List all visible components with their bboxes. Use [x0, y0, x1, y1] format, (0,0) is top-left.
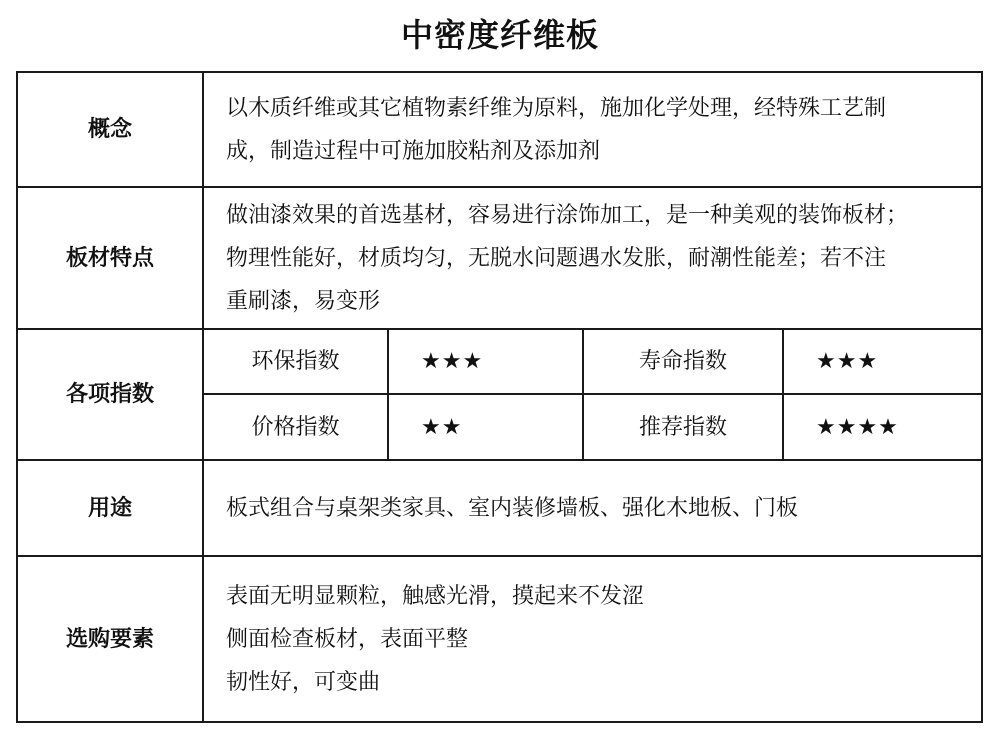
row-usage	[17, 460, 982, 556]
index-name-price: 价格指数	[203, 394, 388, 460]
row-indices-1	[17, 329, 982, 394]
features-line: 做油漆效果的首选基材，容易进行涂饰加工，是一种美观的装饰板材；	[226, 202, 909, 228]
features-label: 板材特点	[17, 187, 203, 329]
usage-label: 用途	[17, 460, 203, 556]
buying-line: 表面无明显颗粒，触感光滑，摸起来不发涩	[226, 583, 645, 609]
index-rating-lifespan	[783, 329, 982, 394]
star-icon: ★★★	[421, 349, 484, 374]
index-rating-recommend	[783, 394, 982, 460]
features-line: 重刷漆，易变形	[226, 288, 381, 314]
buying-text	[203, 556, 982, 722]
concept-line: 成，制造过程中可施加胶粘剂及添加剂	[226, 138, 601, 164]
index-name-lifespan: 寿命指数	[583, 329, 783, 394]
page-title: 中密度纤维板	[400, 16, 599, 54]
buying-line: 侧面检查板材，表面平整	[226, 626, 469, 652]
concept-line: 以木质纤维或其它植物素纤维为原料，施加化学处理，经特殊工艺制	[226, 95, 887, 121]
features-text	[203, 187, 982, 329]
indices-label: 各项指数	[17, 329, 203, 460]
index-name-recommend: 推荐指数	[583, 394, 783, 460]
buying-line: 韧性好，可变曲	[226, 669, 381, 695]
concept-label: 概念	[17, 72, 203, 187]
spec-table	[16, 71, 983, 723]
index-rating-price	[388, 394, 583, 460]
concept-text	[203, 72, 982, 187]
row-features	[17, 187, 982, 329]
row-buying	[17, 556, 982, 722]
features-line: 物理性能好，材质均匀，无脱水问题遇水发胀，耐潮性能差；若不注	[226, 245, 887, 271]
usage-text: 板式组合与桌架类家具、室内装修墙板、强化木地板、门板	[203, 460, 982, 556]
star-icon: ★★★	[816, 349, 879, 374]
buying-label: 选购要素	[17, 556, 203, 722]
star-icon: ★★★★	[816, 414, 899, 440]
index-rating-eco	[388, 329, 583, 394]
star-icon: ★★	[421, 414, 463, 440]
row-concept	[17, 72, 982, 187]
index-name-eco: 环保指数	[203, 329, 388, 394]
